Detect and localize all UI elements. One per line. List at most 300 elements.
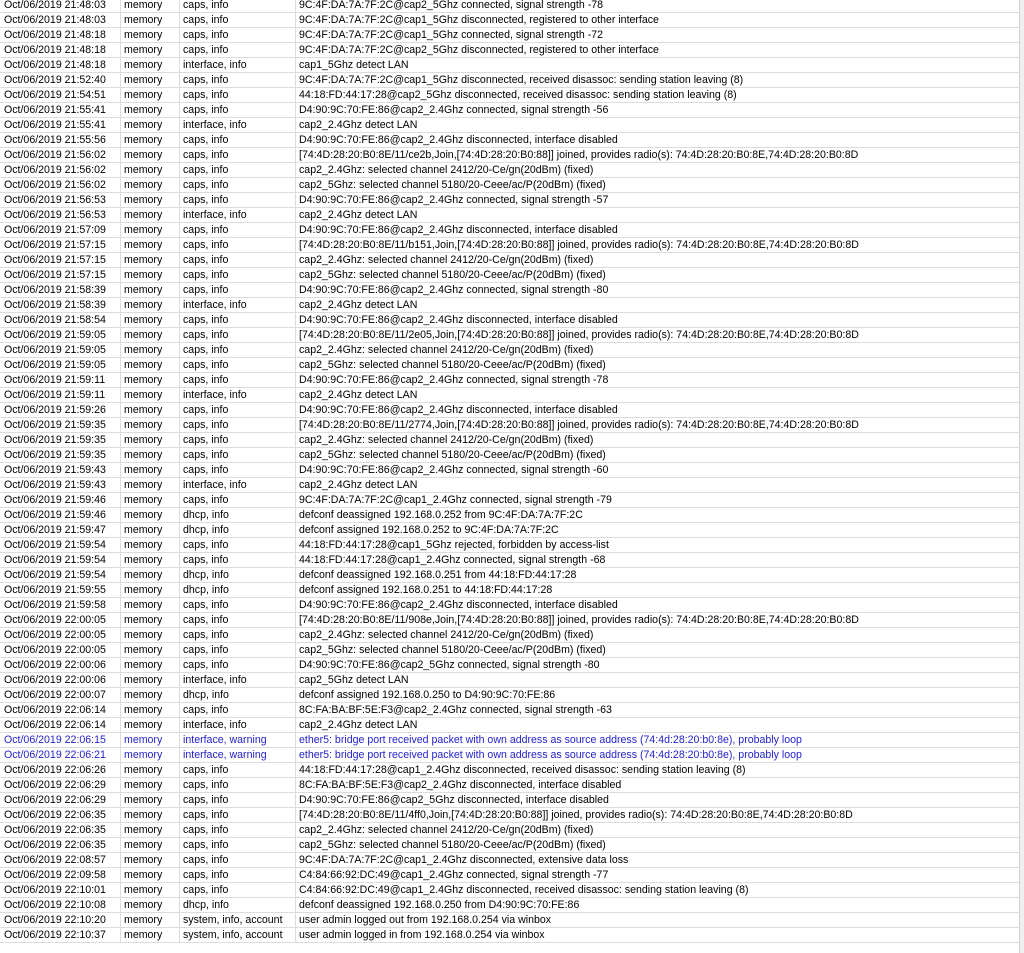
log-message-cell: cap1_5Ghz detect LAN	[299, 59, 409, 71]
log-topics-cell: caps, info	[183, 179, 229, 191]
log-time-cell: Oct/06/2019 21:59:54	[4, 539, 106, 551]
log-time-cell: Oct/06/2019 21:59:47	[4, 524, 106, 536]
log-topics-cell: caps, info	[183, 29, 229, 41]
log-buffer-cell: memory	[124, 854, 163, 866]
log-time-cell: Oct/06/2019 21:59:11	[4, 389, 106, 401]
log-topics-cell: caps, info	[183, 794, 229, 806]
log-message-cell: cap2_2.4Ghz detect LAN	[299, 119, 418, 131]
log-row[interactable]	[0, 673, 1020, 688]
log-buffer-cell: memory	[124, 149, 163, 161]
log-buffer-cell: memory	[124, 629, 163, 641]
log-row[interactable]	[0, 433, 1020, 448]
log-topics-cell: caps, info	[183, 374, 229, 386]
log-topics-cell: caps, info	[183, 614, 229, 626]
log-row[interactable]	[0, 418, 1020, 433]
log-topics-cell: caps, info	[183, 644, 229, 656]
log-topics-cell: interface, info	[183, 119, 247, 131]
log-row[interactable]	[0, 313, 1020, 328]
log-buffer-cell: memory	[124, 479, 163, 491]
log-message-cell: 44:18:FD:44:17:28@cap2_5Ghz disconnected, received disassoc: sending station leaving (8)	[299, 89, 737, 101]
log-message-cell: 9C:4F:DA:7A:7F:2C@cap1_2.4Ghz connected, signal strength -79	[299, 494, 612, 506]
log-topics-cell: caps, info	[183, 599, 229, 611]
log-topics-cell: caps, info	[183, 839, 229, 851]
log-message-cell: D4:90:9C:70:FE:86@cap2_2.4Ghz connected, signal strength -56	[299, 104, 609, 116]
log-topics-cell: caps, info	[183, 74, 229, 86]
log-message-cell: cap2_2.4Ghz detect LAN	[299, 719, 418, 731]
log-message-cell: 44:18:FD:44:17:28@cap1_5Ghz rejected, forbidden by access-list	[299, 539, 609, 551]
log-topics-cell: caps, info	[183, 884, 229, 896]
log-buffer-cell: memory	[124, 59, 163, 71]
log-time-cell: Oct/06/2019 21:59:55	[4, 584, 106, 596]
log-time-cell: Oct/06/2019 21:59:35	[4, 419, 106, 431]
log-buffer-cell: memory	[124, 104, 163, 116]
log-topics-cell: dhcp, info	[183, 584, 229, 596]
log-topics-cell: caps, info	[183, 194, 229, 206]
log-row[interactable]	[0, 838, 1020, 853]
log-time-cell: Oct/06/2019 21:57:15	[4, 269, 106, 281]
log-row[interactable]	[0, 103, 1020, 118]
log-topics-cell: caps, info	[183, 854, 229, 866]
log-row[interactable]	[0, 823, 1020, 838]
log-time-cell: Oct/06/2019 21:48:03	[4, 0, 106, 11]
log-time-cell: Oct/06/2019 21:55:41	[4, 104, 106, 116]
log-time-cell: Oct/06/2019 22:00:07	[4, 689, 106, 701]
log-buffer-cell: memory	[124, 509, 163, 521]
log-message-cell: cap2_5Ghz: selected channel 5180/20-Ceee/ac/P(20dBm) (fixed)	[299, 179, 606, 191]
log-row[interactable]	[0, 88, 1020, 103]
log-message-cell: cap2_2.4Ghz detect LAN	[299, 389, 418, 401]
log-buffer-cell: memory	[124, 749, 163, 761]
log-buffer-cell: memory	[124, 254, 163, 266]
log-row[interactable]	[0, 508, 1020, 523]
log-time-cell: Oct/06/2019 22:00:05	[4, 614, 106, 626]
log-buffer-cell: memory	[124, 524, 163, 536]
log-time-cell: Oct/06/2019 21:57:15	[4, 254, 106, 266]
log-buffer-cell: memory	[124, 914, 163, 926]
log-buffer-cell: memory	[124, 824, 163, 836]
log-message-cell: D4:90:9C:70:FE:86@cap2_2.4Ghz connected, signal strength -60	[299, 464, 609, 476]
log-row[interactable]	[0, 223, 1020, 238]
log-time-cell: Oct/06/2019 22:10:37	[4, 929, 106, 941]
log-buffer-cell: memory	[124, 44, 163, 56]
log-time-cell: Oct/06/2019 21:55:41	[4, 119, 106, 131]
log-buffer-cell: memory	[124, 389, 163, 401]
log-row[interactable]	[0, 58, 1020, 73]
log-topics-cell: caps, info	[183, 554, 229, 566]
log-row[interactable]	[0, 283, 1020, 298]
log-row[interactable]	[0, 523, 1020, 538]
log-row[interactable]	[0, 73, 1020, 88]
log-buffer-cell: memory	[124, 719, 163, 731]
log-time-cell: Oct/06/2019 22:06:35	[4, 839, 106, 851]
log-row[interactable]	[0, 658, 1020, 673]
log-message-cell: cap2_2.4Ghz: selected channel 2412/20-Ce/gn(20dBm) (fixed)	[299, 254, 594, 266]
log-row[interactable]	[0, 883, 1020, 898]
log-time-cell: Oct/06/2019 22:10:01	[4, 884, 106, 896]
log-row[interactable]	[0, 538, 1020, 553]
log-topics-cell: caps, info	[183, 89, 229, 101]
log-time-cell: Oct/06/2019 21:59:05	[4, 359, 106, 371]
log-row[interactable]	[0, 13, 1020, 28]
log-topics-cell: caps, info	[183, 329, 229, 341]
log-row[interactable]	[0, 118, 1020, 133]
log-row[interactable]	[0, 478, 1020, 493]
log-time-cell: Oct/06/2019 21:54:51	[4, 89, 106, 101]
log-row[interactable]	[0, 208, 1020, 223]
log-topics-cell: caps, info	[183, 284, 229, 296]
log-row[interactable]	[0, 688, 1020, 703]
log-message-cell: cap2_5Ghz: selected channel 5180/20-Ceee/ac/P(20dBm) (fixed)	[299, 449, 606, 461]
log-time-cell: Oct/06/2019 22:09:58	[4, 869, 106, 881]
log-time-cell: Oct/06/2019 21:59:46	[4, 509, 106, 521]
log-time-cell: Oct/06/2019 22:00:06	[4, 674, 106, 686]
log-buffer-cell: memory	[124, 539, 163, 551]
log-time-cell: Oct/06/2019 21:57:09	[4, 224, 106, 236]
log-time-cell: Oct/06/2019 21:56:53	[4, 209, 106, 221]
log-time-cell: Oct/06/2019 21:59:05	[4, 329, 106, 341]
log-topics-cell: caps, info	[183, 224, 229, 236]
log-time-cell: Oct/06/2019 21:59:46	[4, 494, 106, 506]
log-buffer-cell: memory	[124, 899, 163, 911]
log-topics-cell: interface, info	[183, 59, 247, 71]
log-topics-cell: caps, info	[183, 314, 229, 326]
log-topics-cell: caps, info	[183, 494, 229, 506]
log-buffer-cell: memory	[124, 884, 163, 896]
log-buffer-cell: memory	[124, 794, 163, 806]
log-buffer-cell: memory	[124, 659, 163, 671]
log-buffer-cell: memory	[124, 584, 163, 596]
log-message-cell: D4:90:9C:70:FE:86@cap2_2.4Ghz disconnected, interface disabled	[299, 599, 618, 611]
log-message-cell: D4:90:9C:70:FE:86@cap2_2.4Ghz connected, signal strength -80	[299, 284, 609, 296]
log-topics-cell: interface, warning	[183, 734, 267, 746]
log-buffer-cell: memory	[124, 74, 163, 86]
log-row[interactable]	[0, 178, 1020, 193]
log-topics-cell: interface, info	[183, 209, 247, 221]
log-time-cell: Oct/06/2019 22:08:57	[4, 854, 106, 866]
log-message-cell: 9C:4F:DA:7A:7F:2C@cap1_2.4Ghz disconnected, extensive data loss	[299, 854, 629, 866]
log-row[interactable]	[0, 763, 1020, 778]
log-topics-cell: caps, info	[183, 419, 229, 431]
log-message-cell: [74:4D:28:20:B0:8E/11/b151,Join,[74:4D:28:20:B0:88]] joined, provides radio(s): 74:4D:28:20:B0:8E,74:4D:28:20:B0:8D	[299, 239, 859, 251]
log-time-cell: Oct/06/2019 21:59:26	[4, 404, 106, 416]
log-buffer-cell: memory	[124, 299, 163, 311]
log-topics-cell: caps, info	[183, 704, 229, 716]
log-buffer-cell: memory	[124, 599, 163, 611]
log-topics-cell: caps, info	[183, 764, 229, 776]
log-time-cell: Oct/06/2019 22:06:35	[4, 809, 106, 821]
log-row[interactable]	[0, 388, 1020, 403]
log-message-cell: 9C:4F:DA:7A:7F:2C@cap1_5Ghz disconnected, received disassoc: sending station leaving (8)	[299, 74, 744, 86]
log-buffer-cell: memory	[124, 569, 163, 581]
log-topics-cell: caps, info	[183, 164, 229, 176]
log-topics-cell: caps, info	[183, 539, 229, 551]
log-time-cell: Oct/06/2019 22:06:15	[4, 734, 106, 746]
log-time-cell: Oct/06/2019 21:56:53	[4, 194, 106, 206]
log-topics-cell: caps, info	[183, 149, 229, 161]
log-message-cell: 44:18:FD:44:17:28@cap1_2.4Ghz disconnected, received disassoc: sending station leaving (8)	[299, 764, 746, 776]
log-row[interactable]	[0, 148, 1020, 163]
log-row[interactable]	[0, 238, 1020, 253]
log-message-cell: cap2_5Ghz: selected channel 5180/20-Ceee/ac/P(20dBm) (fixed)	[299, 269, 606, 281]
log-message-cell: user admin logged out from 192.168.0.254 via winbox	[299, 914, 552, 926]
log-topics-cell: caps, info	[183, 269, 229, 281]
log-buffer-cell: memory	[124, 809, 163, 821]
log-topics-cell: dhcp, info	[183, 569, 229, 581]
log-row[interactable]	[0, 463, 1020, 478]
log-time-cell: Oct/06/2019 22:06:35	[4, 824, 106, 836]
log-time-cell: Oct/06/2019 21:59:35	[4, 434, 106, 446]
log-message-cell: cap2_2.4Ghz: selected channel 2412/20-Ce/gn(20dBm) (fixed)	[299, 434, 594, 446]
log-buffer-cell: memory	[124, 0, 163, 11]
log-message-cell: D4:90:9C:70:FE:86@cap2_2.4Ghz disconnected, interface disabled	[299, 134, 618, 146]
log-time-cell: Oct/06/2019 22:00:05	[4, 629, 106, 641]
log-topics-cell: interface, info	[183, 479, 247, 491]
log-row[interactable]	[0, 163, 1020, 178]
log-message-cell: cap2_2.4Ghz: selected channel 2412/20-Ce/gn(20dBm) (fixed)	[299, 164, 594, 176]
log-topics-cell: dhcp, info	[183, 689, 229, 701]
log-row[interactable]	[0, 568, 1020, 583]
log-row[interactable]	[0, 298, 1020, 313]
log-buffer-cell: memory	[124, 869, 163, 881]
log-topics-cell: caps, info	[183, 404, 229, 416]
log-message-cell: defconf assigned 192.168.0.252 to 9C:4F:DA:7A:7F:2C	[299, 524, 559, 536]
log-topics-cell: caps, info	[183, 14, 229, 26]
log-buffer-cell: memory	[124, 494, 163, 506]
log-message-cell: defconf deassigned 192.168.0.251 from 44:18:FD:44:17:28	[299, 569, 577, 581]
log-row[interactable]	[0, 808, 1020, 823]
log-buffer-cell: memory	[124, 29, 163, 41]
log-row[interactable]	[0, 928, 1020, 943]
log-row[interactable]	[0, 28, 1020, 43]
log-buffer-cell: memory	[124, 134, 163, 146]
log-message-cell: ether5: bridge port received packet with own address as source address (74:4d:28:20:b0:8e), probably loop	[299, 749, 802, 761]
log-topics-cell: caps, info	[183, 809, 229, 821]
log-message-cell: cap2_5Ghz: selected channel 5180/20-Ceee/ac/P(20dBm) (fixed)	[299, 839, 606, 851]
log-message-cell: defconf deassigned 192.168.0.250 from D4:90:9C:70:FE:86	[299, 899, 580, 911]
log-buffer-cell: memory	[124, 449, 163, 461]
log-time-cell: Oct/06/2019 22:00:06	[4, 659, 106, 671]
log-message-cell: D4:90:9C:70:FE:86@cap2_5Ghz disconnected, interface disabled	[299, 794, 609, 806]
log-topics-cell: system, info, account	[183, 929, 283, 941]
log-topics-cell: dhcp, info	[183, 509, 229, 521]
log-topics-cell: system, info, account	[183, 914, 283, 926]
log-message-cell: 9C:4F:DA:7A:7F:2C@cap2_5Ghz connected, signal strength -78	[299, 0, 604, 11]
log-message-cell: [74:4D:28:20:B0:8E/11/2774,Join,[74:4D:28:20:B0:88]] joined, provides radio(s): 74:4D:28:20:B0:8E,74:4D:28:20:B0:8D	[299, 419, 859, 431]
log-topics-cell: interface, info	[183, 389, 247, 401]
log-buffer-cell: memory	[124, 314, 163, 326]
log-message-cell: D4:90:9C:70:FE:86@cap2_2.4Ghz disconnected, interface disabled	[299, 224, 618, 236]
log-time-cell: Oct/06/2019 21:59:43	[4, 479, 106, 491]
log-row[interactable]	[0, 373, 1020, 388]
log-row[interactable]	[0, 643, 1020, 658]
log-buffer-cell: memory	[124, 194, 163, 206]
log-message-cell: defconf assigned 192.168.0.251 to 44:18:FD:44:17:28	[299, 584, 553, 596]
log-row[interactable]	[0, 778, 1020, 793]
log-time-cell: Oct/06/2019 21:56:02	[4, 164, 106, 176]
log-buffer-cell: memory	[124, 419, 163, 431]
log-buffer-cell: memory	[124, 464, 163, 476]
log-time-cell: Oct/06/2019 21:55:56	[4, 134, 106, 146]
log-message-cell: D4:90:9C:70:FE:86@cap2_2.4Ghz connected, signal strength -57	[299, 194, 609, 206]
log-time-cell: Oct/06/2019 21:59:05	[4, 344, 106, 356]
log-buffer-cell: memory	[124, 239, 163, 251]
log-buffer-cell: memory	[124, 179, 163, 191]
log-topics-cell: interface, info	[183, 299, 247, 311]
log-row[interactable]	[0, 853, 1020, 868]
log-buffer-cell: memory	[124, 764, 163, 776]
log-time-cell: Oct/06/2019 21:59:54	[4, 554, 106, 566]
log-buffer-cell: memory	[124, 839, 163, 851]
log-time-cell: Oct/06/2019 22:10:20	[4, 914, 106, 926]
log-message-cell: cap2_2.4Ghz detect LAN	[299, 299, 418, 311]
log-buffer-cell: memory	[124, 329, 163, 341]
log-buffer-cell: memory	[124, 284, 163, 296]
log-row[interactable]	[0, 868, 1020, 883]
log-row[interactable]	[0, 253, 1020, 268]
log-row[interactable]	[0, 193, 1020, 208]
log-message-cell: D4:90:9C:70:FE:86@cap2_2.4Ghz connected, signal strength -78	[299, 374, 609, 386]
log-buffer-cell: memory	[124, 359, 163, 371]
log-time-cell: Oct/06/2019 21:59:35	[4, 449, 106, 461]
log-message-cell: defconf deassigned 192.168.0.252 from 9C:4F:DA:7A:7F:2C	[299, 509, 583, 521]
log-row[interactable]	[0, 133, 1020, 148]
log-row[interactable]	[0, 493, 1020, 508]
log-topics-cell: caps, info	[183, 824, 229, 836]
log-time-cell: Oct/06/2019 21:58:54	[4, 314, 106, 326]
log-row[interactable]	[0, 898, 1020, 913]
log-time-cell: Oct/06/2019 21:48:03	[4, 14, 106, 26]
log-row[interactable]	[0, 748, 1020, 763]
log-row[interactable]	[0, 628, 1020, 643]
log-buffer-cell: memory	[124, 644, 163, 656]
log-buffer-cell: memory	[124, 689, 163, 701]
log-topics-cell: caps, info	[183, 44, 229, 56]
log-row[interactable]	[0, 598, 1020, 613]
log-message-cell: [74:4D:28:20:B0:8E/11/2e05,Join,[74:4D:28:20:B0:88]] joined, provides radio(s): 74:4D:28:20:B0:8E,74:4D:28:20:B0:8D	[299, 329, 859, 341]
log-row[interactable]	[0, 703, 1020, 718]
log-time-cell: Oct/06/2019 21:48:18	[4, 59, 106, 71]
log-row[interactable]	[0, 448, 1020, 463]
log-message-cell: 9C:4F:DA:7A:7F:2C@cap1_5Ghz disconnected, registered to other interface	[299, 14, 659, 26]
log-buffer-cell: memory	[124, 164, 163, 176]
log-topics-cell: caps, info	[183, 254, 229, 266]
log-time-cell: Oct/06/2019 22:06:26	[4, 764, 106, 776]
log-message-cell: D4:90:9C:70:FE:86@cap2_2.4Ghz disconnected, interface disabled	[299, 314, 618, 326]
log-time-cell: Oct/06/2019 22:06:29	[4, 779, 106, 791]
log-row[interactable]	[0, 358, 1020, 373]
log-message-cell: user admin logged in from 192.168.0.254 via winbox	[299, 929, 545, 941]
log-row[interactable]	[0, 793, 1020, 808]
log-row[interactable]	[0, 328, 1020, 343]
log-row[interactable]	[0, 0, 1020, 13]
log-topics-cell: caps, info	[183, 629, 229, 641]
log-row[interactable]	[0, 613, 1020, 628]
log-message-cell: cap2_5Ghz detect LAN	[299, 674, 409, 686]
log-time-cell: Oct/06/2019 21:58:39	[4, 284, 106, 296]
log-message-cell: [74:4D:28:20:B0:8E/11/ce2b,Join,[74:4D:28:20:B0:88]] joined, provides radio(s): 74:4D:28:20:B0:8E,74:4D:28:20:B0:8D	[299, 149, 859, 161]
log-message-cell: cap2_2.4Ghz detect LAN	[299, 209, 418, 221]
log-topics-cell: caps, info	[183, 344, 229, 356]
log-buffer-cell: memory	[124, 554, 163, 566]
log-time-cell: Oct/06/2019 21:48:18	[4, 44, 106, 56]
log-row[interactable]	[0, 913, 1020, 928]
log-buffer-cell: memory	[124, 614, 163, 626]
log-topics-cell: caps, info	[183, 449, 229, 461]
log-topics-cell: caps, info	[183, 779, 229, 791]
log-message-cell: 44:18:FD:44:17:28@cap1_2.4Ghz connected, signal strength -68	[299, 554, 606, 566]
log-message-cell: C4:84:66:92:DC:49@cap1_2.4Ghz disconnected, received disassoc: sending station leaving (8)	[299, 884, 749, 896]
log-message-cell: D4:90:9C:70:FE:86@cap2_2.4Ghz disconnected, interface disabled	[299, 404, 618, 416]
log-buffer-cell: memory	[124, 89, 163, 101]
log-message-cell: cap2_2.4Ghz: selected channel 2412/20-Ce/gn(20dBm) (fixed)	[299, 344, 594, 356]
log-message-cell: cap2_5Ghz: selected channel 5180/20-Ceee/ac/P(20dBm) (fixed)	[299, 644, 606, 656]
log-message-cell: cap2_5Ghz: selected channel 5180/20-Ceee/ac/P(20dBm) (fixed)	[299, 359, 606, 371]
log-row[interactable]	[0, 343, 1020, 358]
log-message-cell: 9C:4F:DA:7A:7F:2C@cap2_5Ghz disconnected, registered to other interface	[299, 44, 659, 56]
log-message-cell: [74:4D:28:20:B0:8E/11/4ff0,Join,[74:4D:28:20:B0:88]] joined, provides radio(s): 74:4D:28:20:B0:8E,74:4D:28:20:B0:8D	[299, 809, 853, 821]
log-topics-cell: caps, info	[183, 0, 229, 11]
log-message-cell: D4:90:9C:70:FE:86@cap2_5Ghz connected, signal strength -80	[299, 659, 600, 671]
log-buffer-cell: memory	[124, 434, 163, 446]
log-buffer-cell: memory	[124, 734, 163, 746]
log-row[interactable]	[0, 553, 1020, 568]
log-buffer-cell: memory	[124, 404, 163, 416]
log-topics-cell: interface, warning	[183, 749, 267, 761]
log-time-cell: Oct/06/2019 22:06:14	[4, 719, 106, 731]
log-message-cell: defconf assigned 192.168.0.250 to D4:90:9C:70:FE:86	[299, 689, 556, 701]
log-buffer-cell: memory	[124, 119, 163, 131]
log-time-cell: Oct/06/2019 21:56:02	[4, 149, 106, 161]
log-row[interactable]	[0, 43, 1020, 58]
log-topics-cell: interface, info	[183, 674, 247, 686]
log-message-cell: cap2_2.4Ghz: selected channel 2412/20-Ce/gn(20dBm) (fixed)	[299, 824, 594, 836]
log-time-cell: Oct/06/2019 21:59:58	[4, 599, 106, 611]
log-row[interactable]	[0, 733, 1020, 748]
log-message-cell: ether5: bridge port received packet with own address as source address (74:4d:28:20:b0:8e), probably loop	[299, 734, 802, 746]
log-topics-cell: caps, info	[183, 434, 229, 446]
log-row[interactable]	[0, 583, 1020, 598]
log-time-cell: Oct/06/2019 22:06:29	[4, 794, 106, 806]
scrollbar-edge[interactable]	[1019, 0, 1024, 953]
log-topics-cell: dhcp, info	[183, 524, 229, 536]
log-message-cell: [74:4D:28:20:B0:8E/11/908e,Join,[74:4D:28:20:B0:88]] joined, provides radio(s): 74:4D:28:20:B0:8E,74:4D:28:20:B0:8D	[299, 614, 859, 626]
log-time-cell: Oct/06/2019 21:57:15	[4, 239, 106, 251]
log-buffer-cell: memory	[124, 674, 163, 686]
log-topics-cell: interface, info	[183, 719, 247, 731]
log-topics-cell: caps, info	[183, 134, 229, 146]
log-row[interactable]	[0, 403, 1020, 418]
log-topics-cell: caps, info	[183, 464, 229, 476]
log-time-cell: Oct/06/2019 22:06:14	[4, 704, 106, 716]
log-message-cell: 8C:FA:BA:BF:5E:F3@cap2_2.4Ghz disconnected, interface disabled	[299, 779, 622, 791]
log-time-cell: Oct/06/2019 21:59:43	[4, 464, 106, 476]
log-time-cell: Oct/06/2019 21:52:40	[4, 74, 106, 86]
log-time-cell: Oct/06/2019 21:58:39	[4, 299, 106, 311]
log-buffer-cell: memory	[124, 14, 163, 26]
log-topics-cell: caps, info	[183, 869, 229, 881]
log-row[interactable]	[0, 268, 1020, 283]
log-buffer-cell: memory	[124, 224, 163, 236]
log-row[interactable]	[0, 718, 1020, 733]
log-time-cell: Oct/06/2019 22:06:21	[4, 749, 106, 761]
log-buffer-cell: memory	[124, 344, 163, 356]
log-buffer-cell: memory	[124, 269, 163, 281]
log-message-cell: 8C:FA:BA:BF:5E:F3@cap2_2.4Ghz connected, signal strength -63	[299, 704, 612, 716]
log-time-cell: Oct/06/2019 22:10:08	[4, 899, 106, 911]
log-message-cell: cap2_2.4Ghz detect LAN	[299, 479, 418, 491]
log-buffer-cell: memory	[124, 374, 163, 386]
log-buffer-cell: memory	[124, 929, 163, 941]
